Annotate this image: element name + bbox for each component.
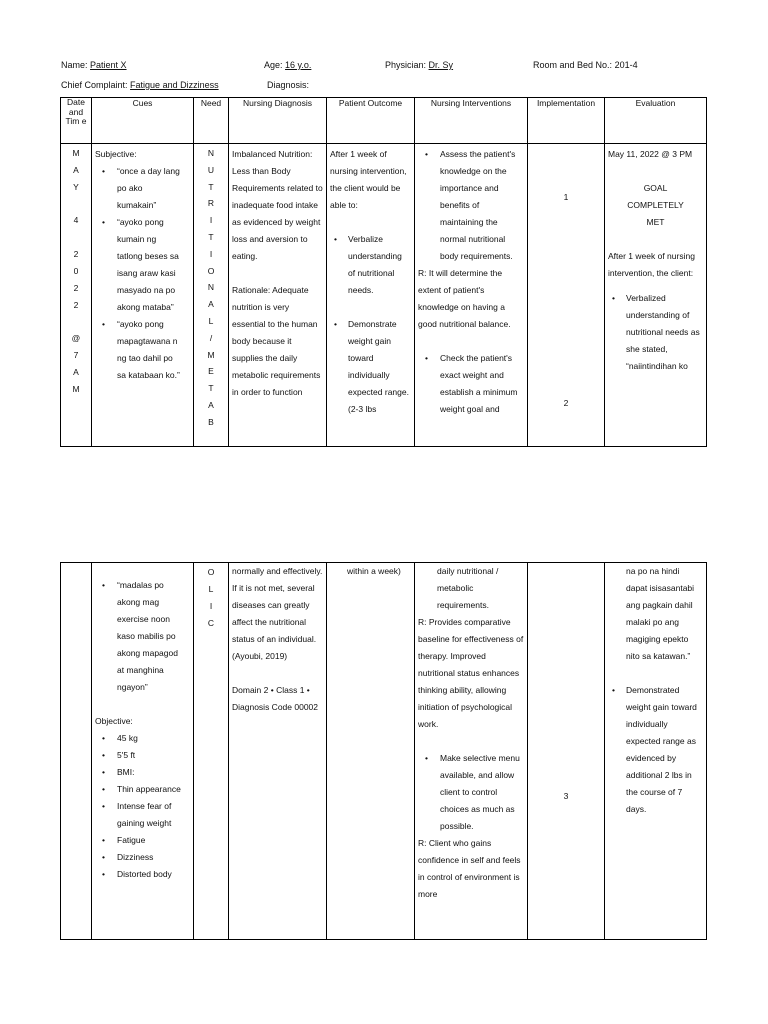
need-letters: N U T R I T I O N A L / M E T A B	[207, 148, 215, 427]
need-cell	[194, 563, 229, 940]
age-field	[264, 60, 311, 70]
diagnosis-field	[267, 80, 309, 90]
subjective-heading: Subjective:	[95, 149, 137, 159]
goal-status: GOAL COMPLETELY MET	[627, 183, 684, 227]
name-label: Name:	[61, 60, 88, 70]
complaint-field	[61, 80, 219, 90]
name-field	[61, 60, 127, 70]
outcome-cell	[327, 144, 415, 447]
objective-item: • Intense fear of gaining weight	[95, 798, 186, 832]
col-header-diagnosis: Nursing Diagnosis	[229, 98, 327, 144]
cues-cell	[92, 563, 194, 940]
outcome-list	[330, 231, 411, 418]
date-letters: M A Y 4 2 0 2 2 @ 7 A M	[71, 148, 81, 394]
date-cell	[61, 144, 92, 447]
evaluation-item: • Verbalized understanding of nutritional needs as she stated, “naiintindihan ko	[608, 290, 703, 375]
name-value: Patient X	[90, 60, 127, 70]
outcome-intro: After 1 week of nursing intervention, the client would be able to:	[330, 149, 407, 210]
physician-label: Physician:	[385, 60, 427, 70]
implementation-cell	[528, 144, 605, 447]
col-header-need: Need	[194, 98, 229, 144]
diagnosis-domain: Domain 2 • Class 1 • Diagnosis Code 00002	[232, 685, 319, 712]
col-header-outcome: Patient Outcome	[327, 98, 415, 144]
date-cell	[61, 563, 92, 940]
diagnosis-cell	[229, 563, 327, 940]
intervention-item: • Make selective menu available, and allow client to control choices as much as possible.	[418, 750, 524, 835]
interventions-cell	[415, 563, 528, 940]
col-header-implementation: Implementation	[528, 98, 605, 144]
room-value: 201-4	[614, 60, 638, 70]
subjective-cues-list	[95, 577, 190, 696]
col-header-evaluation: Evaluation	[605, 98, 707, 144]
room-field	[533, 60, 638, 70]
implementation-number: 2	[563, 398, 569, 408]
objective-cues-list	[95, 730, 190, 883]
evaluation-cell	[605, 144, 707, 447]
intervention-rationale: R: Provides comparative baseline for effectiveness of therapy. Improved nutritional status enhances thinking ability, allowing initiation of psychological work.	[418, 617, 524, 729]
diagnosis-cell	[229, 144, 327, 447]
room-label: Room and Bed No.:	[533, 60, 613, 70]
intervention-item: • Check the patient's exact weight and establish a minimum weight goal and	[418, 350, 524, 418]
col-header-cues: Cues	[92, 98, 194, 144]
outcome-item: • Verbalize understanding of nutritional needs.	[330, 231, 411, 299]
cue-item: • “ayoko pong kumain ng tatlong beses sa isang araw kasi masyado na po akong mataba”	[95, 214, 180, 316]
objective-item: • 5'5 ft	[95, 747, 186, 764]
implementation-number: 1	[563, 192, 569, 202]
evaluation-continuation: na po na hindi dapat isisasantabi ang pagkain dahil malaki po ang magiging epekto nito sa katawan.”	[626, 566, 695, 661]
col-header-date: Date and Tim e	[61, 98, 92, 144]
intervention-item: • Assess the patient's knowledge on the importance and benefits of maintaining the normal nutritional body requirements.	[418, 146, 524, 265]
intervention-continuation: daily nutritional / metabolic requirements.	[437, 566, 499, 610]
complaint-value: Fatigue and Dizziness	[130, 80, 219, 90]
cue-item: • “once a day lang po ako kumakain”	[95, 163, 180, 214]
evaluation-intro: After 1 week of nursing intervention, the client:	[608, 251, 695, 278]
complaint-label: Chief Complaint:	[61, 80, 128, 90]
evaluation-item: • Demonstrated weight gain toward individually expected range as evidenced by additional 2 lbs in the course of 7 days.	[608, 682, 703, 818]
outcome-cell	[327, 563, 415, 940]
interventions-cell	[415, 144, 528, 447]
objective-item: • 45 kg	[95, 730, 186, 747]
outcome-continuation: within a week)	[347, 566, 401, 576]
implementation-number: 3	[563, 791, 569, 801]
diagnosis-statement: Imbalanced Nutrition: Less than Body Requirements related to inadequate food intake as evidenced by weight loss and aversion to eating.	[232, 149, 323, 261]
implementation-cell	[528, 563, 605, 940]
intervention-rationale: R: It will determine the extent of patient's knowledge on having a good nutritional balance.	[418, 268, 511, 329]
ncp-table-page1	[60, 97, 707, 447]
age-value: 16 y.o.	[285, 60, 312, 70]
need-letters: O L I C	[207, 567, 215, 628]
diagnosis-rationale: Rationale: Adequate nutrition is very essential to the human body because it supplies the daily metabolic requirements in order to function	[232, 285, 321, 397]
diagnosis-label: Diagnosis:	[267, 80, 310, 90]
diagnosis-continuation: normally and effectively. If it is not met, several diseases can greatly affect the nutritional status of an individual. (Ayoubi, 2019)	[232, 566, 323, 661]
cues-cell	[92, 144, 194, 447]
need-cell	[194, 144, 229, 447]
subjective-cues-list	[95, 163, 190, 384]
objective-item: • Dizziness	[95, 849, 186, 866]
outcome-item: • Demonstrate weight gain toward individually expected range. (2-3 lbs	[330, 316, 411, 418]
cue-item: • “ayoko pong mapagtawana n ng tao dahil po sa katabaan ko.”	[95, 316, 180, 384]
objective-item: • Distorted body	[95, 866, 186, 883]
objective-item: • BMI:	[95, 764, 186, 781]
evaluation-date: May 11, 2022 @ 3 PM	[608, 149, 693, 159]
ncp-table-page2	[60, 562, 707, 940]
objective-item: • Fatigue	[95, 832, 186, 849]
physician-field	[385, 60, 465, 70]
interventions-list	[418, 146, 524, 265]
objective-heading: Objective:	[95, 716, 133, 726]
cue-item: • “madalas po akong mag exercise noon kaso mabilis po akong mapagod at manghina ngayon”	[95, 577, 180, 696]
intervention-rationale: R: Client who gains confidence in self and feels in control of environment is more	[418, 838, 521, 899]
age-label: Age:	[264, 60, 283, 70]
evaluation-cell	[605, 563, 707, 940]
physician-value: Dr. Sy	[428, 60, 454, 70]
objective-item: • Thin appearance	[95, 781, 186, 798]
col-header-interventions: Nursing Interventions	[415, 98, 528, 144]
